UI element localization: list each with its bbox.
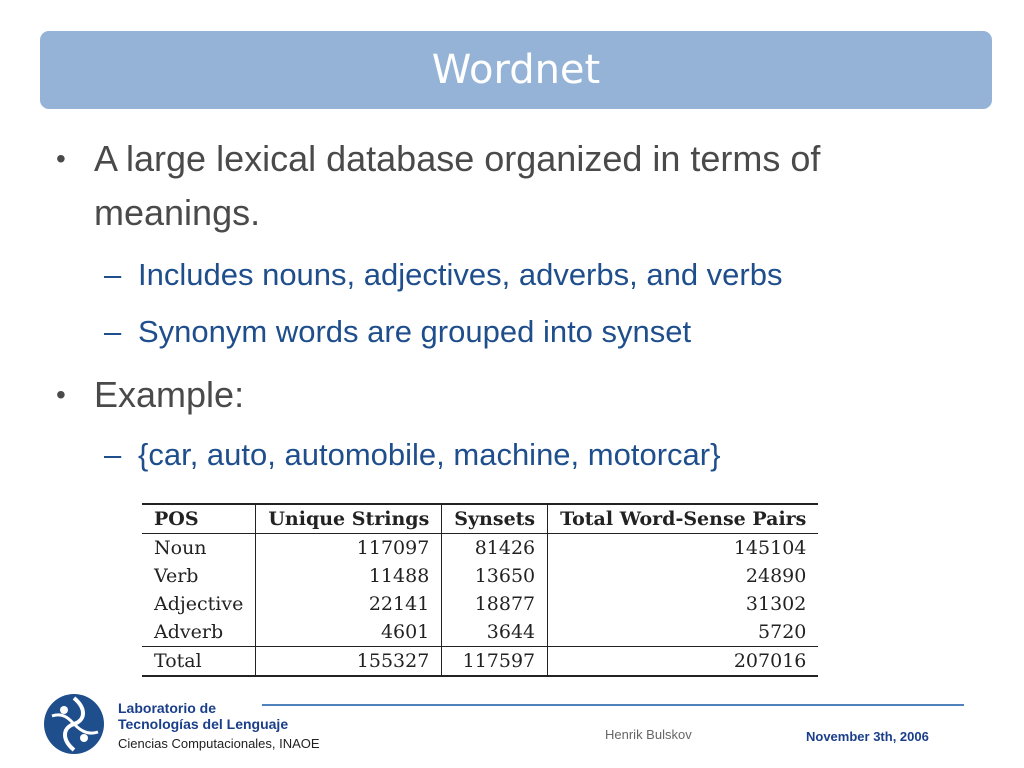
table-cell: 18877 [442,590,548,618]
table-cell: 24890 [745,565,807,587]
table-header: Unique Strings [256,504,442,534]
table-cell: 117097 [256,534,442,563]
table-cell: 13650 [442,562,548,590]
sub-bullet-2 [104,312,692,352]
bullet-1-line-1: A large lexical database organized in terms of [94,138,821,179]
table-cell: 22141 [256,590,442,618]
bullet-dot: • [56,143,66,174]
table-cell: 81426 [442,534,548,563]
bullet-dot: • [56,379,66,410]
slide-title: Wordnet [431,47,601,93]
sub-bullet-1-text: Includes nouns, adjectives, adverbs, and verbs [138,257,783,292]
inaoe-logo-icon [42,692,106,756]
table-cell: Verb [142,562,256,590]
table-row [142,618,818,647]
table-cell: 5720 [758,621,807,643]
slide-title-bar [40,31,992,109]
lab-institution: Ciencias Computacionales, INAOE [118,736,320,751]
table-cell: 3644 [442,618,548,647]
table-header: POS [142,504,256,534]
bullet-1-line-2: meanings. [94,192,261,233]
sub-dash: – [104,257,122,292]
wordnet-stats-table [142,503,818,677]
footer-divider [262,704,964,706]
lab-name-line-1: Laboratorio de [118,700,217,716]
table-header-row [142,504,818,534]
table-total-row [142,647,818,677]
bullet-1 [56,132,821,240]
table-cell: 117597 [442,647,548,677]
table-cell: Total [142,647,256,677]
bullet-2 [56,368,245,422]
table-header: Total Word-Sense Pairs [560,508,807,530]
sub-bullet-3 [104,435,721,475]
table-cell: 145104 [733,537,807,559]
sub-bullet-3-text: {car, auto, automobile, machine, motorcar} [138,437,721,472]
table-cell: 11488 [256,562,442,590]
lab-name-line-2: Tecnologías del Lenguaje [118,716,289,732]
table-cell: 31302 [745,593,807,615]
table-cell: Adjective [142,590,256,618]
sub-dash: – [104,314,122,349]
table-row [142,562,818,590]
sub-dash: – [104,437,122,472]
table-row [142,590,818,618]
table-cell: Adverb [142,618,256,647]
table-cell: 4601 [256,618,442,647]
footer-date: November 3th, 2006 [806,729,929,744]
sub-bullet-2-text: Synonym words are grouped into synset [138,314,692,349]
table-row [142,534,818,563]
table-header: Synsets [442,504,548,534]
table-cell: Noun [142,534,256,563]
bullet-2-text: Example: [94,374,245,415]
table-cell: 207016 [733,650,807,672]
sub-bullet-1 [104,255,783,295]
footer-author: Henrik Bulskov [605,727,692,742]
lab-name [118,700,288,732]
table-cell: 155327 [256,647,442,677]
